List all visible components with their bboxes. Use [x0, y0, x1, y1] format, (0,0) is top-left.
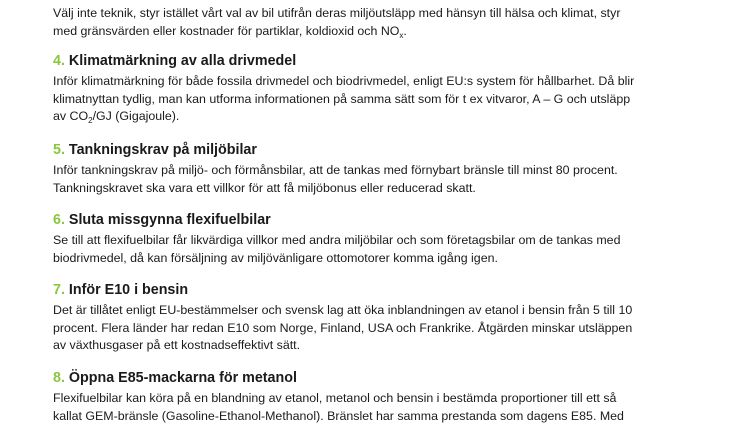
section-4-line-3-text: av CO	[53, 109, 88, 123]
section-8-line-2: kallat GEM-bränsle (Gasoline-Ethanol-Methanol). Bränslet har samma prestanda som dagens E85. Med	[53, 408, 624, 425]
section-4-line-3	[53, 108, 634, 126]
nox-subscript: x	[399, 31, 403, 40]
section-8-heading	[53, 368, 624, 388]
section-4-title: Klimatmärkning av alla drivmedel	[69, 53, 296, 69]
intro-line-2	[53, 23, 620, 41]
co2-subscript: 2	[88, 116, 92, 125]
section-4-line-3-end: /GJ (Gigajoule).	[93, 109, 180, 123]
section-6	[53, 210, 620, 267]
intro-paragraph	[53, 5, 620, 40]
intro-line-2-end: .	[403, 24, 406, 38]
section-7	[53, 280, 632, 355]
section-6-line-2: biodrivmedel, då kan försäljning av miljövänligare ottomotorer komma igång igen.	[53, 250, 620, 268]
section-6-heading	[53, 210, 620, 230]
section-7-line-1: Det är tillåtet enligt EU-bestämmelser och svensk lag att öka inblandningen av etanol i bensin från 5 till 10	[53, 302, 632, 320]
section-4	[53, 51, 634, 126]
section-5-number: 5.	[53, 142, 65, 158]
section-4-heading	[53, 51, 634, 71]
section-8	[53, 368, 624, 425]
section-8-number: 8.	[53, 370, 65, 386]
section-4-line-1: Inför klimatmärkning för både fossila drivmedel och biodrivmedel, enligt EU:s system för hållbarhet. Då blir	[53, 73, 634, 91]
section-4-line-2: klimatnyttan tydlig, man kan utforma informationen på samma sätt som för t ex vitvaror, A – G och utsläpp	[53, 91, 634, 109]
section-7-heading	[53, 280, 632, 300]
section-8-title: Öppna E85-mackarna för metanol	[69, 370, 297, 386]
section-4-number: 4.	[53, 53, 65, 69]
section-7-line-2: procent. Flera länder har redan E10 som Norge, Finland, USA och Frankrike. Åtgärden minskar utsläppen	[53, 320, 632, 338]
section-6-number: 6.	[53, 212, 65, 228]
section-5-line-1: Inför tankningskrav på miljö- och förmånsbilar, att de tankas med förnybart bränsle till minst 80 procent.	[53, 162, 618, 180]
section-5-line-2: Tankningskravet ska vara ett villkor för att få miljöbonus eller reducerad skatt.	[53, 180, 618, 198]
section-6-line-1: Se till att flexifuelbilar får likvärdiga villkor med andra miljöbilar och som företagsbilar om de tankas med	[53, 232, 620, 250]
intro-line-2-text: med gränsvärden eller kostnader för partiklar, koldioxid och NO	[53, 24, 399, 38]
section-8-line-1: Flexifuelbilar kan köra på en blandning av etanol, metanol och bensin i bestämda proportioner till ett så	[53, 390, 624, 408]
section-6-title: Sluta missgynna flexifuelbilar	[69, 212, 271, 228]
section-5-title: Tankningskrav på miljöbilar	[69, 142, 257, 158]
intro-line-1: Välj inte teknik, styr istället vårt val av bil utifrån deras miljöutsläpp med hänsyn till hälsa och klimat, styr	[53, 5, 620, 23]
section-5	[53, 140, 618, 197]
section-7-title: Inför E10 i bensin	[69, 282, 188, 298]
section-7-line-3: av växthusgaser på ett kostnadseffektivt sätt.	[53, 337, 632, 355]
section-5-heading	[53, 140, 618, 160]
section-7-number: 7.	[53, 282, 65, 298]
